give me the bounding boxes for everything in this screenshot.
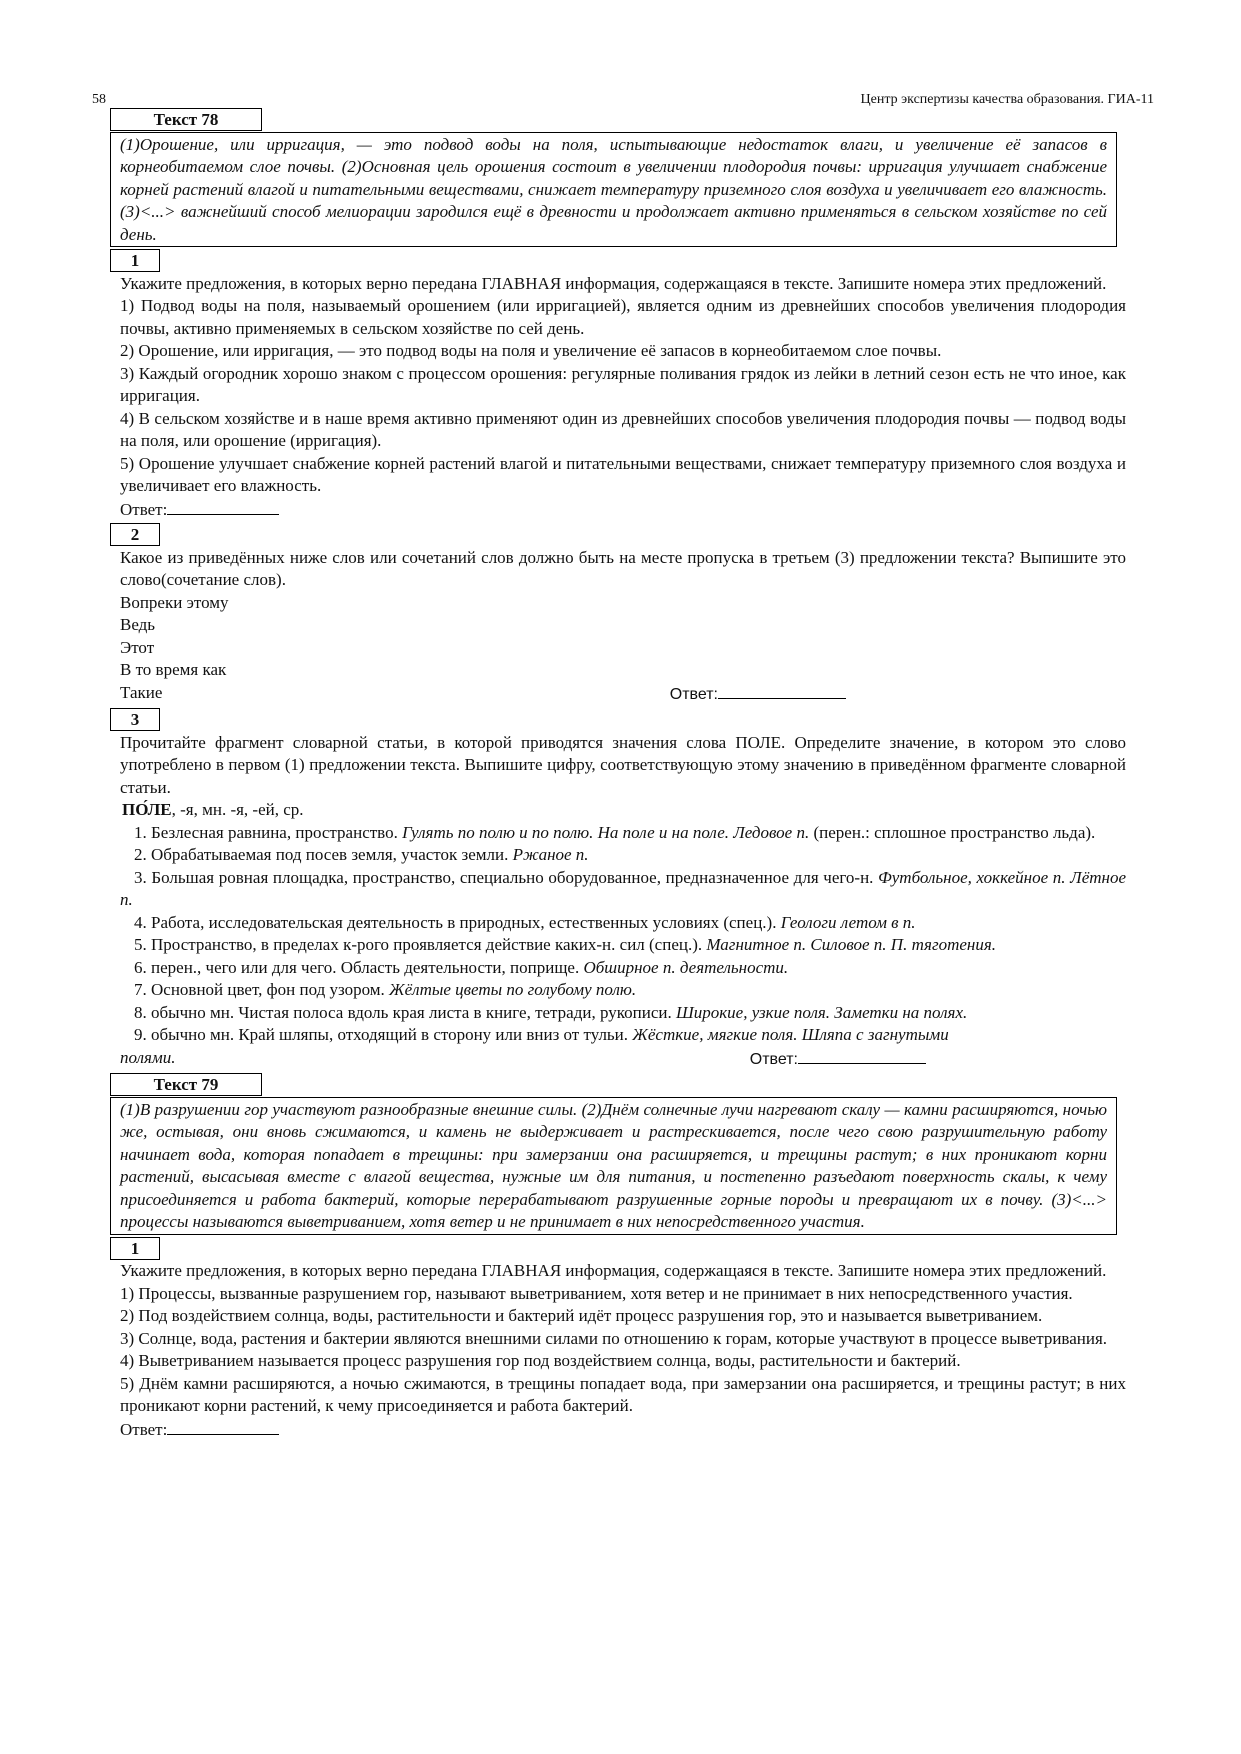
dictionary-headword: ПО́ЛЕ bbox=[122, 800, 172, 819]
answer-row bbox=[120, 498, 1126, 522]
answer-label: Ответ: bbox=[669, 685, 718, 703]
text-78-question-2 bbox=[120, 547, 1126, 707]
answer-option: 1) Процессы, вызванные разрушением гор, называют выветриванием, хотя ветер и не принимает в них непосредственного участия. bbox=[120, 1283, 1073, 1303]
text-79-label: Текст 79 bbox=[110, 1073, 262, 1096]
answer-row bbox=[120, 1418, 1126, 1442]
text-78-passage: (1)Орошение, или ирригация, — это подвод воды на поля, испытывающие недостаток влаги, и увеличение её запасов в корнеобитаемом слое почвы. (2)Основная цель орошения состоит в увеличении плодородия почвы: ирригация улучшает снабжение корней растений влагой и питательными веществами, снижает температуру приземного слоя воздуха и увеличивает его влажность. (3)<...> важнейший способ мелиорации зародился ещё в древности и продолжает активно применяться в сельском хозяйстве по сей день. bbox=[110, 132, 1117, 248]
answer-option: 2) Орошение, или ирригация, — это подвод воды на поля и увеличение её запасов в корнеобитаемом слое почвы. bbox=[120, 341, 942, 360]
answer-blank[interactable] bbox=[167, 498, 279, 515]
answer-option: 3) Каждый огородник хорошо знаком с процессом орошения: регулярные поливания грядок из лейки в летний сезон есть не что иное, как ирригация. bbox=[120, 363, 1126, 405]
question-prompt: Укажите предложения, в которых верно передана ГЛАВНАЯ информация, содержащаяся в тексте. Запишите номера этих предложений. bbox=[120, 1261, 1107, 1280]
word-option: Ведь bbox=[120, 615, 156, 634]
dictionary-entry: 9. обычно мн. Край шляпы, отходящий в сторону или вниз от тульи. Жёсткие, мягкие поля. Шляпа с загнутыми bbox=[134, 1025, 949, 1044]
answer-row bbox=[120, 1047, 1126, 1072]
dictionary-entry: 8. обычно мн. Чистая полоса вдоль края листа в книге, тетради, рукописи. Широкие, узкие поля. Заметки на полях. bbox=[134, 1002, 968, 1022]
answer-blank[interactable] bbox=[798, 1047, 926, 1064]
page-content bbox=[120, 108, 1126, 1441]
word-option: Такие bbox=[120, 682, 163, 702]
question-prompt: Прочитайте фрагмент словарной статьи, в которой приводятся значения слова ПОЛЕ. Определите значение, в котором это слово употреблено в первом (1) предложении текста. Выпишите цифру, соответствующую этому значению в приведённом фрагменте словарной статьи. bbox=[120, 732, 1126, 797]
answer-row bbox=[120, 682, 1126, 707]
question-prompt: Укажите предложения, в которых верно передана ГЛАВНАЯ информация, содержащаяся в тексте. Запишите номера этих предложений. bbox=[120, 273, 1107, 293]
dictionary-entry: 1. Безлесная равнина, пространство. Гулять по полю и по полю. На поле и на поле. Ледовое п. (перен.: сплошное пространство льда). bbox=[134, 822, 1096, 842]
text-78-question-2-number: 2 bbox=[110, 523, 160, 546]
text-78-question-3-number: 3 bbox=[110, 708, 160, 731]
dictionary-headword-line bbox=[120, 799, 1126, 822]
answer-label: Ответ: bbox=[120, 499, 168, 519]
word-option: Вопреки этому bbox=[120, 592, 229, 612]
word-option: Этот bbox=[120, 637, 155, 657]
page-number: 58 bbox=[92, 92, 106, 107]
dictionary-entry: 4. Работа, исследовательская деятельность в природных, естественных условиях (спец.). Геологи летом в п. bbox=[134, 912, 916, 932]
dictionary-entry: 3. Большая ровная площадка, пространство, специально оборудованное, предназначенное для чего-н. Футбольное, хоккейное п. Лётное п. bbox=[120, 867, 1126, 909]
answer-option: 4) В сельском хозяйстве и в наше время активно применяют один из древнейших способов увеличения плодородия почвы — подвод воды на поля, или орошение (ирригация). bbox=[120, 408, 1126, 450]
text-78-question-3 bbox=[120, 732, 1126, 1072]
dictionary-entry-continuation: полями. bbox=[120, 1047, 176, 1067]
word-option: В то время как bbox=[120, 660, 227, 679]
dictionary-entry: 6. перен., чего или для чего. Область деятельности, поприще. Обширное п. деятельности. bbox=[134, 957, 789, 977]
question-prompt: Какое из приведённых ниже слов или сочетаний слов должно быть на месте пропуска в третьем (3) предложении текста? Выпишите это слово(сочетание слов). bbox=[120, 547, 1126, 589]
dictionary-grammar: , -я, мн. -я, -ей, ср. bbox=[171, 800, 304, 819]
answer-option: 2) Под воздействием солнца, воды, растительности и бактерий идёт процесс разрушения гор, это и называется выветриванием. bbox=[120, 1306, 1043, 1325]
answer-label: Ответ: bbox=[120, 1419, 168, 1439]
answer-blank[interactable] bbox=[167, 1418, 279, 1435]
answer-option: 5) Днём камни расширяются, а ночью сжимаются, в трещины попадает вода, при замерзании она расширяется, и трещины растут; в них проникают корни растений, к чему присоединяется и работа бактерий. bbox=[120, 1373, 1126, 1415]
text-79-passage: (1)В разрушении гор участвуют разнообразные внешние силы. (2)Днём солнечные лучи нагревают скалу — камни расширяются, ночью же, остывая, они вновь сжимаются, и камень не выдерживает и растрескивается, после чего свою разрушительную работу начинает вода, которая попадает в трещины: при замерзании она расширяется, и трещины растут; в них проникают корни растений, высасывая вместе с влагой вещества, нужные им для питания, и постепенно разъедают поверхность скалы, к чему присоединяется и работа бактерий, которые перерабатывают разрушенные горные породы и превращают их в почву. (3)<...> процессы называются выветриванием, хотя ветер и не принимает в них непосредственного участия. bbox=[110, 1097, 1117, 1235]
text-78-question-1-number: 1 bbox=[110, 249, 160, 272]
dictionary-entry: 2. Обрабатываемая под посев земля, участок земли. Ржаное п. bbox=[134, 845, 589, 864]
dictionary-entry: 5. Пространство, в пределах к-рого проявляется действие каких-н. сил (спец.). Магнитное п. Силовое п. П. тяготения. bbox=[134, 935, 996, 954]
running-header: Центр экспертизы качества образования. ГИА-11 bbox=[860, 92, 1154, 107]
text-78-label: Текст 78 bbox=[110, 108, 262, 131]
answer-label: Ответ: bbox=[749, 1050, 798, 1068]
text-79-question-1 bbox=[120, 1260, 1126, 1441]
answer-blank[interactable] bbox=[718, 682, 846, 699]
answer-option: 5) Орошение улучшает снабжение корней растений влагой и питательными веществами, снижает температуру приземного слоя воздуха и увеличивает его влажность. bbox=[120, 453, 1126, 495]
dictionary-entry: 7. Основной цвет, фон под узором. Жёлтые цветы по голубому полю. bbox=[134, 980, 637, 999]
text-79-question-1-number: 1 bbox=[110, 1237, 160, 1260]
text-78-question-1 bbox=[120, 273, 1126, 522]
answer-option: 1) Подвод воды на поля, называемый орошением (или ирригацией), является одним из древнейших способов увеличения плодородия почвы, активно применяемых в сельском хозяйстве по сей день. bbox=[120, 296, 1126, 338]
answer-option: 3) Солнце, вода, растения и бактерии являются внешними силами по отношению к горам, которые участвуют в процессе выветривания. bbox=[120, 1328, 1108, 1348]
answer-option: 4) Выветриванием называется процесс разрушения гор под воздействием солнца, воды, растительности и бактерий. bbox=[120, 1351, 961, 1370]
